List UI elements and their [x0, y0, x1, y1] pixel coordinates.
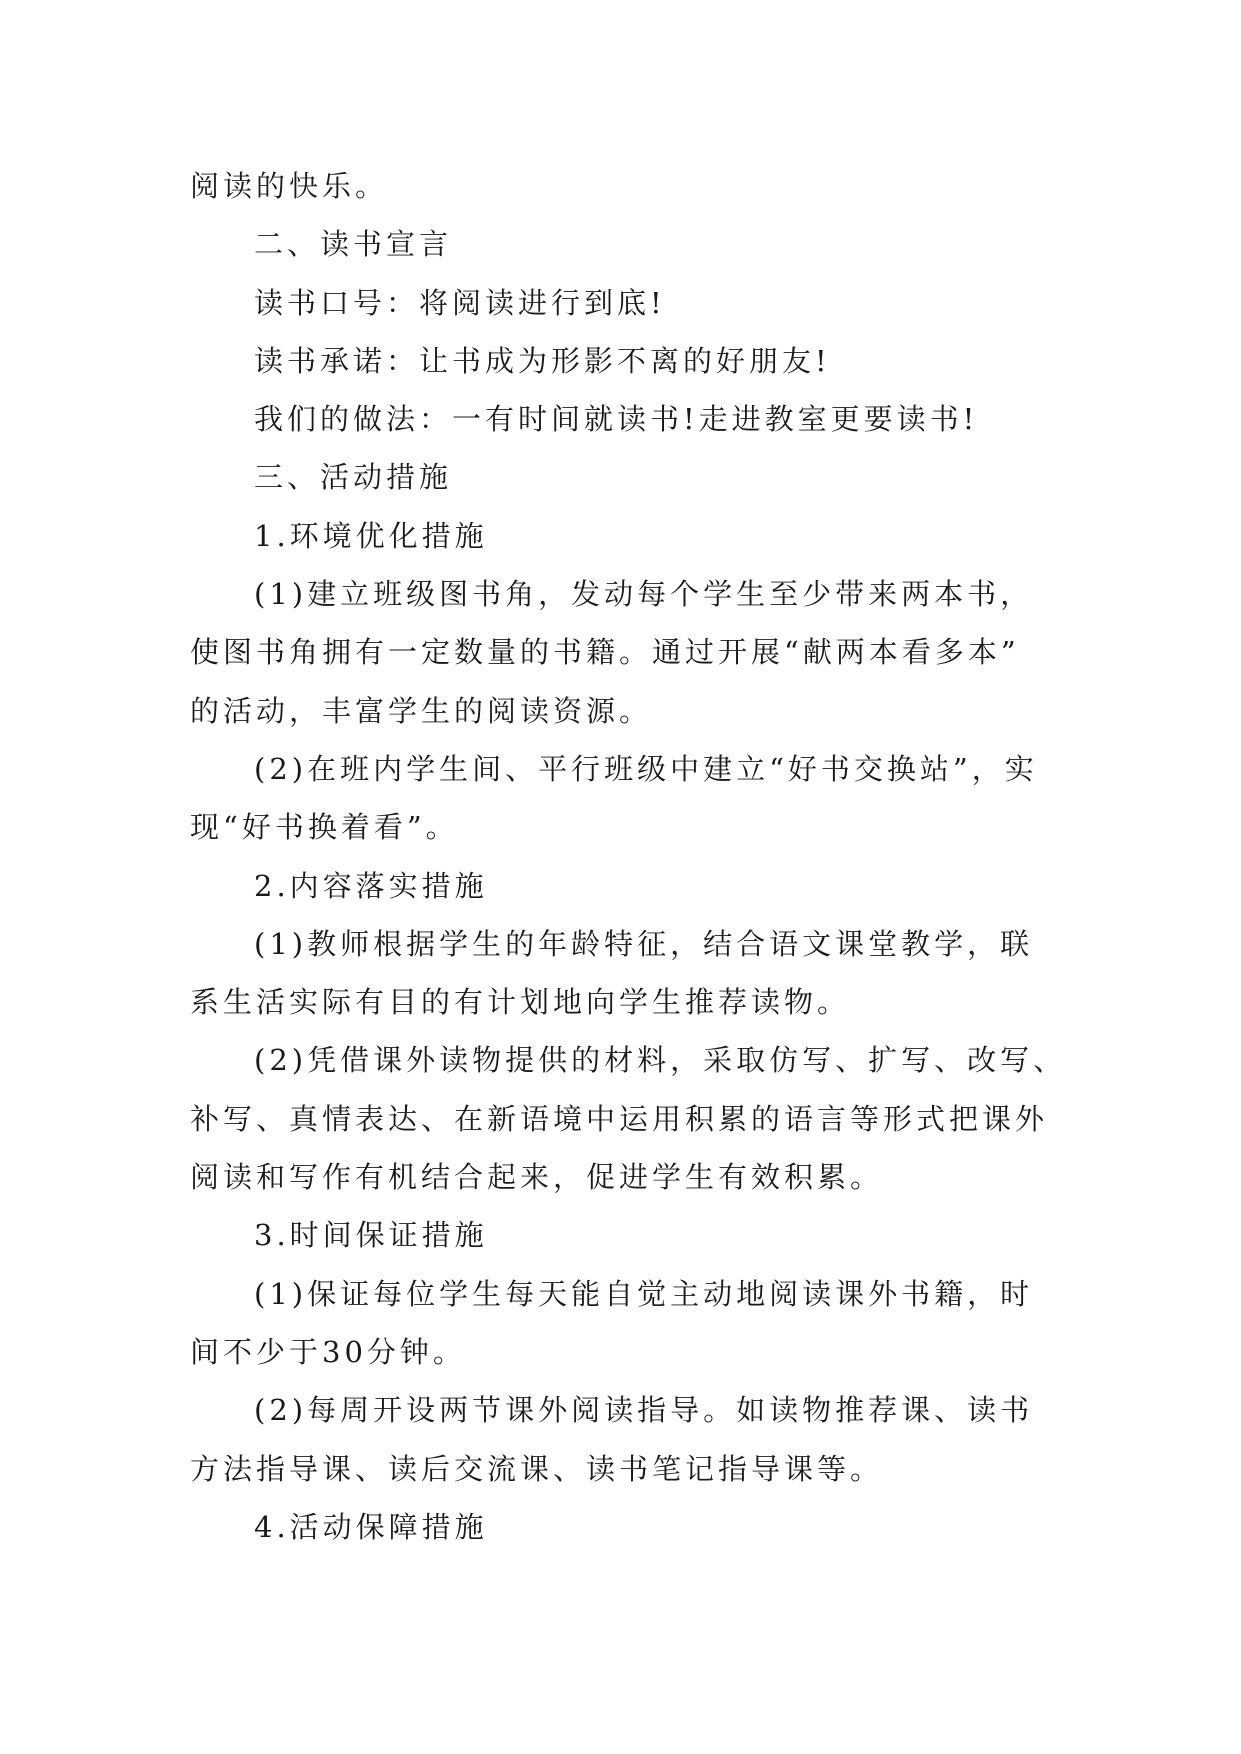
paragraph-line: 补写、真情表达、在新语境中运用积累的语言等形式把课外: [190, 1101, 1049, 1136]
document-body: [190, 157, 1090, 1556]
paragraph-line: 现“好书换着看”。: [190, 810, 459, 845]
paragraph-line: (2)每周开设两节课外阅读指导。如读物推荐课、读书: [254, 1393, 1034, 1428]
paragraph-line: 我们的做法：一有时间就读书!走进教室更要读书!: [254, 402, 979, 437]
subsection-heading: 3.时间保证措施: [254, 1218, 488, 1253]
paragraph-line: (1)建立班级图书角，发动每个学生至少带来两本书，: [254, 577, 1034, 612]
paragraph-line: 方法指导课、读后交流课、读书笔记指导课等。: [190, 1451, 884, 1486]
paragraph-line: 读书承诺：让书成为形影不离的好朋友!: [254, 343, 831, 378]
paragraph-line: 阅读和写作有机结合起来，促进学生有效积累。: [190, 1160, 884, 1195]
paragraph-line: 阅读的快乐。: [190, 169, 389, 203]
paragraph-line: 的活动，丰富学生的阅读资源。: [190, 693, 653, 728]
subsection-heading: 2.内容落实措施: [254, 868, 488, 903]
paragraph-line: 系生活实际有目的有计划地向学生推荐读物。: [190, 985, 851, 1020]
section-heading: 三、活动措施: [254, 460, 453, 495]
subsection-heading: 1.环境优化措施: [254, 518, 488, 553]
paragraph-line: (1)保证每位学生每天能自觉主动地阅读课外书籍，时: [254, 1276, 1034, 1311]
subsection-heading: 4.活动保障措施: [254, 1509, 488, 1544]
paragraph-line: (2)在班内学生间、平行班级中建立“好书交换站”，实: [254, 751, 1038, 786]
paragraph-line: (2)凭借课外读物提供的材料，采取仿写、扩写、改写、: [254, 1043, 1067, 1078]
paragraph-line: 读书口号：将阅读进行到底!: [254, 285, 666, 320]
paragraph-line: 使图书角拥有一定数量的书籍。通过开展“献两本看多本”: [190, 635, 1020, 670]
section-heading: 二、读书宣言: [254, 227, 453, 262]
paragraph-line: 间不少于30分钟。: [190, 1334, 466, 1369]
paragraph-line: (1)教师根据学生的年龄特征，结合语文课堂教学，联: [254, 926, 1034, 961]
